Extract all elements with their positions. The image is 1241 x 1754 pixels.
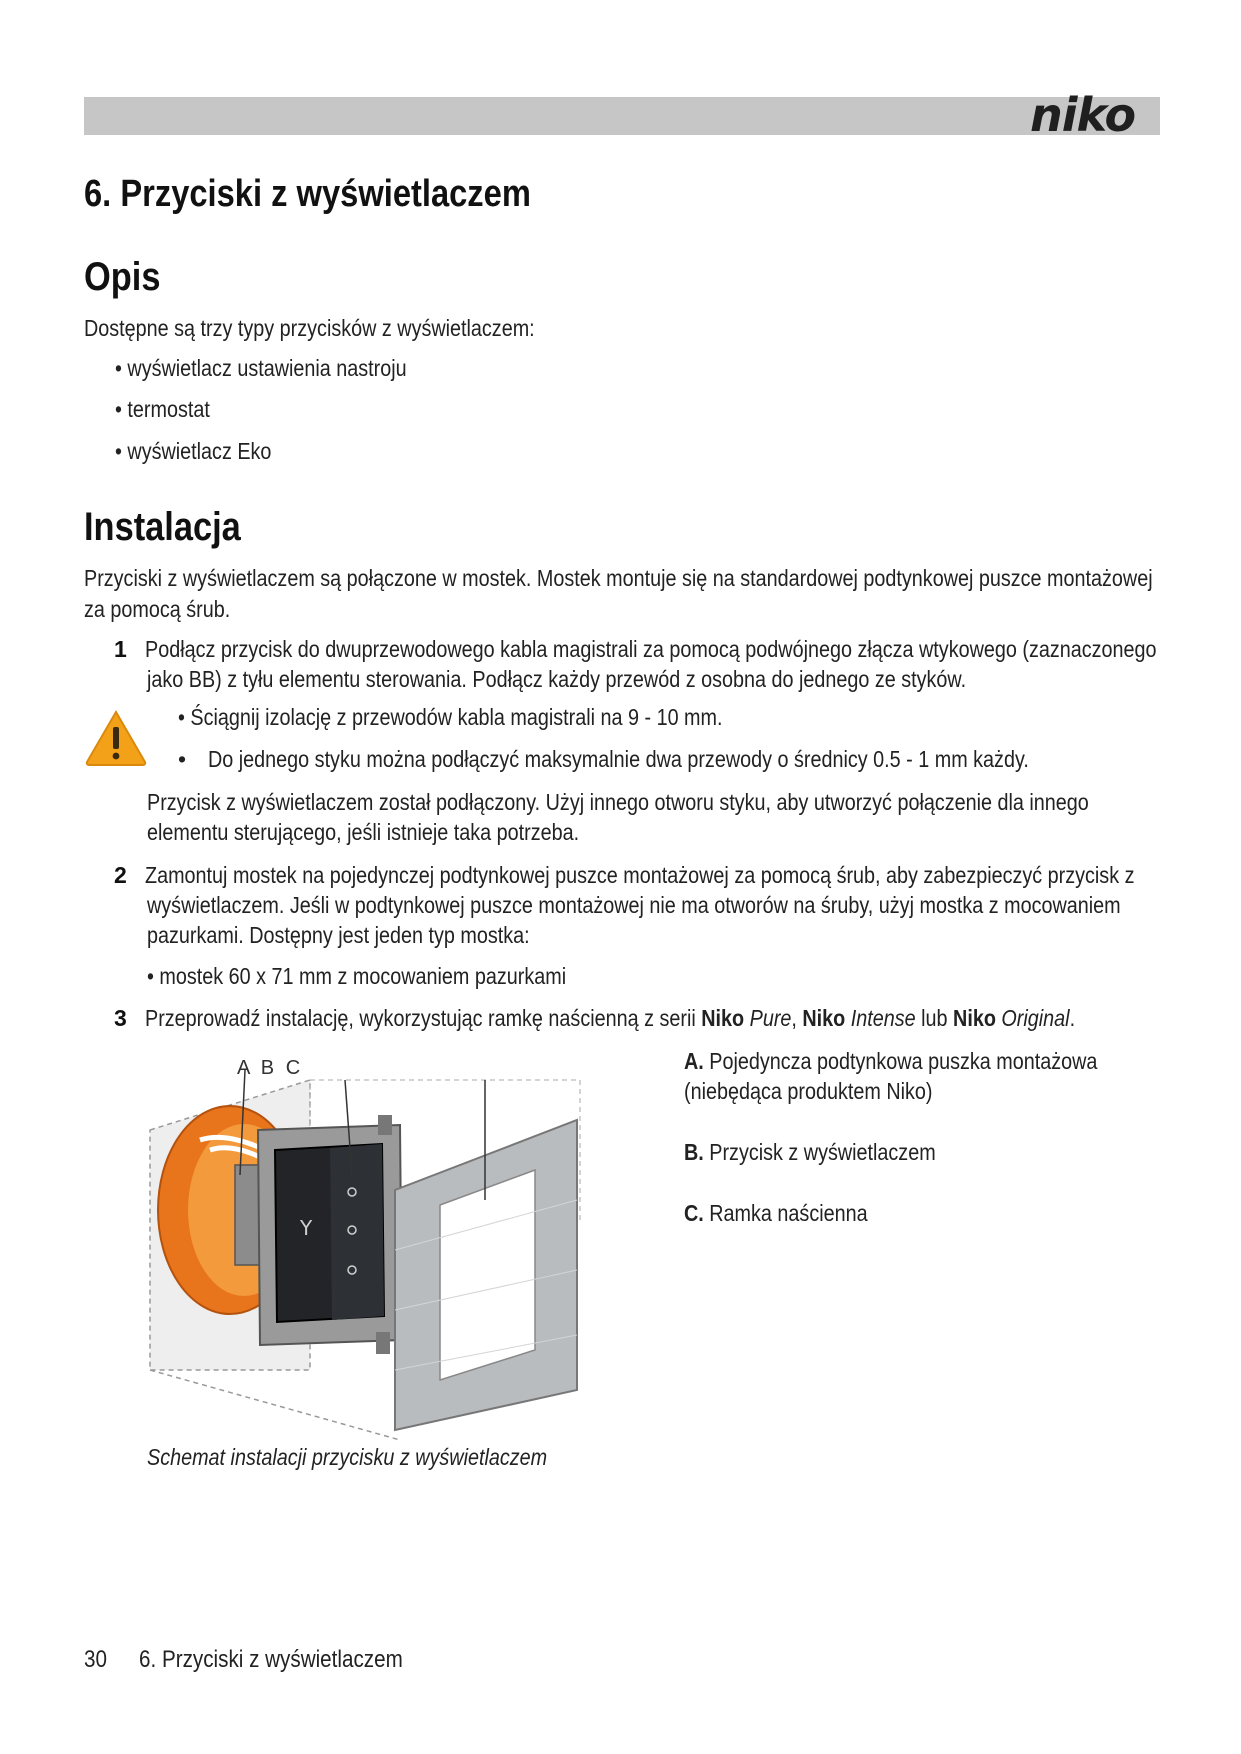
- step-number: 1: [114, 636, 127, 662]
- legend-item-a-line2: (niebędąca produktem Niko): [684, 1078, 933, 1104]
- section-heading-opis: Opis: [84, 255, 161, 299]
- list-item: • termostat: [115, 396, 210, 422]
- step-number: 3: [114, 1005, 127, 1031]
- list-item: • wyświetlacz Eko: [115, 438, 272, 464]
- step-1-line: jako BB) z tyłu elementu sterowania. Podłącz każdy przewód z osobna do jednego ze styków.: [147, 666, 967, 692]
- legend-item-b: B. Przycisk z wyświetlaczem: [684, 1139, 936, 1165]
- step-1-after-line: Przycisk z wyświetlaczem został podłączony. Użyj innego otworu styku, aby utworzyć połączenie dla innego: [147, 789, 1089, 815]
- warning-line: • Ściągnij izolację z przewodów kabla magistrali na 9 - 10 mm.: [178, 704, 723, 730]
- step-2-line: Zamontuj mostek na pojedynczej podtynkowej puszce montażowej za pomocą śrub, aby zabezpieczyć przycisk z: [145, 862, 1135, 888]
- page-number: 30: [84, 1646, 107, 1673]
- page-title: 6. Przyciski z wyświetlaczem: [84, 173, 531, 215]
- niko-logo: niko: [1030, 88, 1136, 142]
- list-item: • mostek 60 x 71 mm z mocowaniem pazurkami: [147, 963, 567, 989]
- opis-intro: Dostępne są trzy typy przycisków z wyświetlaczem:: [84, 315, 535, 341]
- step-1-line: Podłącz przycisk do dwuprzewodowego kabla magistrali za pomocą podwójnego złącza wtykowego (zaznaczonego: [145, 636, 1157, 662]
- warning-line: Do jednego styku można podłączyć maksymalnie dwa przewody o średnicy 0.5 - 1 mm każdy.: [208, 746, 1029, 772]
- list-item: • wyświetlacz ustawienia nastroju: [115, 355, 407, 381]
- section-heading-instalacja: Instalacja: [84, 505, 241, 549]
- instalacja-intro-line: za pomocą śrub.: [84, 596, 231, 622]
- figure-labels: A B C: [237, 1057, 304, 1079]
- warning-icon: [84, 708, 148, 768]
- warning-bullet: •: [178, 746, 187, 772]
- step-3-text: Przeprowadź instalację, wykorzystując ramkę naścienną z serii Niko Pure, Niko Intense lub Niko Original.: [145, 1005, 1076, 1031]
- svg-text:Y: Y: [300, 1216, 313, 1240]
- step-2-line: wyświetlaczem. Jeśli w podtynkowej puszce montażowej nie ma otworów na śruby, użyj mostka z mocowaniem: [147, 892, 1121, 918]
- installation-diagram: [140, 1070, 600, 1440]
- header-bar: [84, 97, 1160, 135]
- step-number: 2: [114, 862, 127, 888]
- step-1-after-line: elementu sterującego, jeśli istnieje taka potrzeba.: [147, 819, 580, 845]
- step-2-line: pazurkami. Dostępny jest jeden typ mostka:: [147, 922, 530, 948]
- footer-section: 6. Przyciski z wyświetlaczem: [139, 1646, 403, 1673]
- instalacja-intro-line: Przyciski z wyświetlaczem są połączone w mostek. Mostek montuje się na standardowej podtynkowej puszce montażowej: [84, 565, 1153, 591]
- legend-item-a: A. Pojedyncza podtynkowa puszka montażowa: [684, 1048, 1098, 1074]
- legend-item-c: C. Ramka naścienna: [684, 1200, 868, 1226]
- figure-caption: Schemat instalacji przycisku z wyświetlaczem: [147, 1444, 548, 1470]
